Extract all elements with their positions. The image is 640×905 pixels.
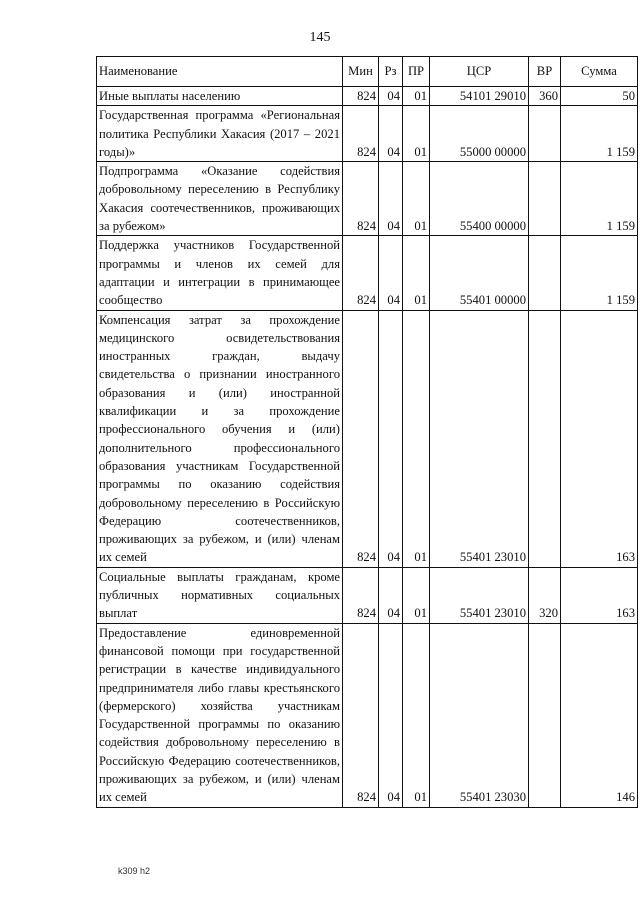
header-rz: Рз <box>379 57 403 87</box>
row-pr: 01 <box>403 236 430 310</box>
row-name: Поддержка участников Государственной программы и членов их семей для адаптации и интеграции в принимающее сообщество <box>97 236 343 310</box>
row-min: 824 <box>343 106 379 162</box>
row-csr: 55401 00000 <box>430 236 529 310</box>
row-sum: 1 159 <box>561 162 638 236</box>
row-sum: 1 159 <box>561 106 638 162</box>
table-row <box>97 623 638 807</box>
row-min: 824 <box>343 236 379 310</box>
row-name: Социальные выплаты гражданам, кроме публичных нормативных социальных выплат <box>97 567 343 623</box>
header-vr: ВР <box>529 57 561 87</box>
row-vr <box>529 106 561 162</box>
table-row <box>97 236 638 310</box>
row-pr: 01 <box>403 567 430 623</box>
row-vr <box>529 236 561 310</box>
table-row <box>97 567 638 623</box>
row-csr: 55400 00000 <box>430 162 529 236</box>
row-sum: 163 <box>561 567 638 623</box>
row-name: Компенсация затрат за прохождение медицинского освидетельствования иностранных граждан, выдачу свидетельства о признании иностранного образования и (или) иностранной квалификации и за прохождение профессионального обучения и (или) дополнительного профессионального образования участникам Государственной программы по оказанию содействия добровольному переселению в Российскую Федерацию соотечественников, проживающих за рубежом, и (или) членам их семей <box>97 310 343 567</box>
row-rz: 04 <box>379 236 403 310</box>
row-name: Предоставление единовременной финансовой помощи при государственной регистрации в качестве индивидуального предпринимателя либо главы крестьянского (фермерского) хозяйства участникам Государственной программы по оказанию содействия добровольному переселению в Российскую Федерацию соотечественников, проживающих за рубежом, и (или) членам их семей <box>97 623 343 807</box>
row-pr: 01 <box>403 310 430 567</box>
row-min: 824 <box>343 87 379 106</box>
table-body <box>97 87 638 808</box>
row-rz: 04 <box>379 623 403 807</box>
table-header <box>97 57 638 87</box>
row-rz: 04 <box>379 567 403 623</box>
row-pr: 01 <box>403 106 430 162</box>
row-vr: 360 <box>529 87 561 106</box>
row-min: 824 <box>343 162 379 236</box>
row-name: Подпрограмма «Оказание содействия добровольному переселению в Республику Хакасия соотечественников, проживающих за рубежом» <box>97 162 343 236</box>
row-csr: 55401 23010 <box>430 310 529 567</box>
row-vr <box>529 310 561 567</box>
header-name: Наименование <box>97 57 343 87</box>
row-min: 824 <box>343 310 379 567</box>
row-vr <box>529 623 561 807</box>
header-row <box>97 57 638 87</box>
row-csr: 54101 29010 <box>430 87 529 106</box>
row-pr: 01 <box>403 162 430 236</box>
row-pr: 01 <box>403 623 430 807</box>
header-sum: Сумма <box>561 57 638 87</box>
row-sum: 1 159 <box>561 236 638 310</box>
row-rz: 04 <box>379 310 403 567</box>
row-sum: 50 <box>561 87 638 106</box>
table-row <box>97 87 638 106</box>
page-number: 145 <box>309 30 331 45</box>
row-min: 824 <box>343 567 379 623</box>
row-vr <box>529 162 561 236</box>
table-row <box>97 310 638 567</box>
header-min: Мин <box>343 57 379 87</box>
row-rz: 04 <box>379 106 403 162</box>
row-csr: 55000 00000 <box>430 106 529 162</box>
footer-code: k309 h2 <box>118 866 151 876</box>
table-row <box>97 162 638 236</box>
table-row <box>97 106 638 162</box>
row-sum: 146 <box>561 623 638 807</box>
row-min: 824 <box>343 623 379 807</box>
row-csr: 55401 23010 <box>430 567 529 623</box>
header-csr: ЦСР <box>430 57 529 87</box>
row-name: Иные выплаты населению <box>97 87 343 106</box>
row-rz: 04 <box>379 162 403 236</box>
row-name: Государственная программа «Региональная политика Республики Хакасия (2017 – 2021 годы)» <box>97 106 343 162</box>
row-vr: 320 <box>529 567 561 623</box>
row-sum: 163 <box>561 310 638 567</box>
budget-table <box>96 56 638 808</box>
row-pr: 01 <box>403 87 430 106</box>
row-csr: 55401 23030 <box>430 623 529 807</box>
row-rz: 04 <box>379 87 403 106</box>
header-pr: ПР <box>403 57 430 87</box>
